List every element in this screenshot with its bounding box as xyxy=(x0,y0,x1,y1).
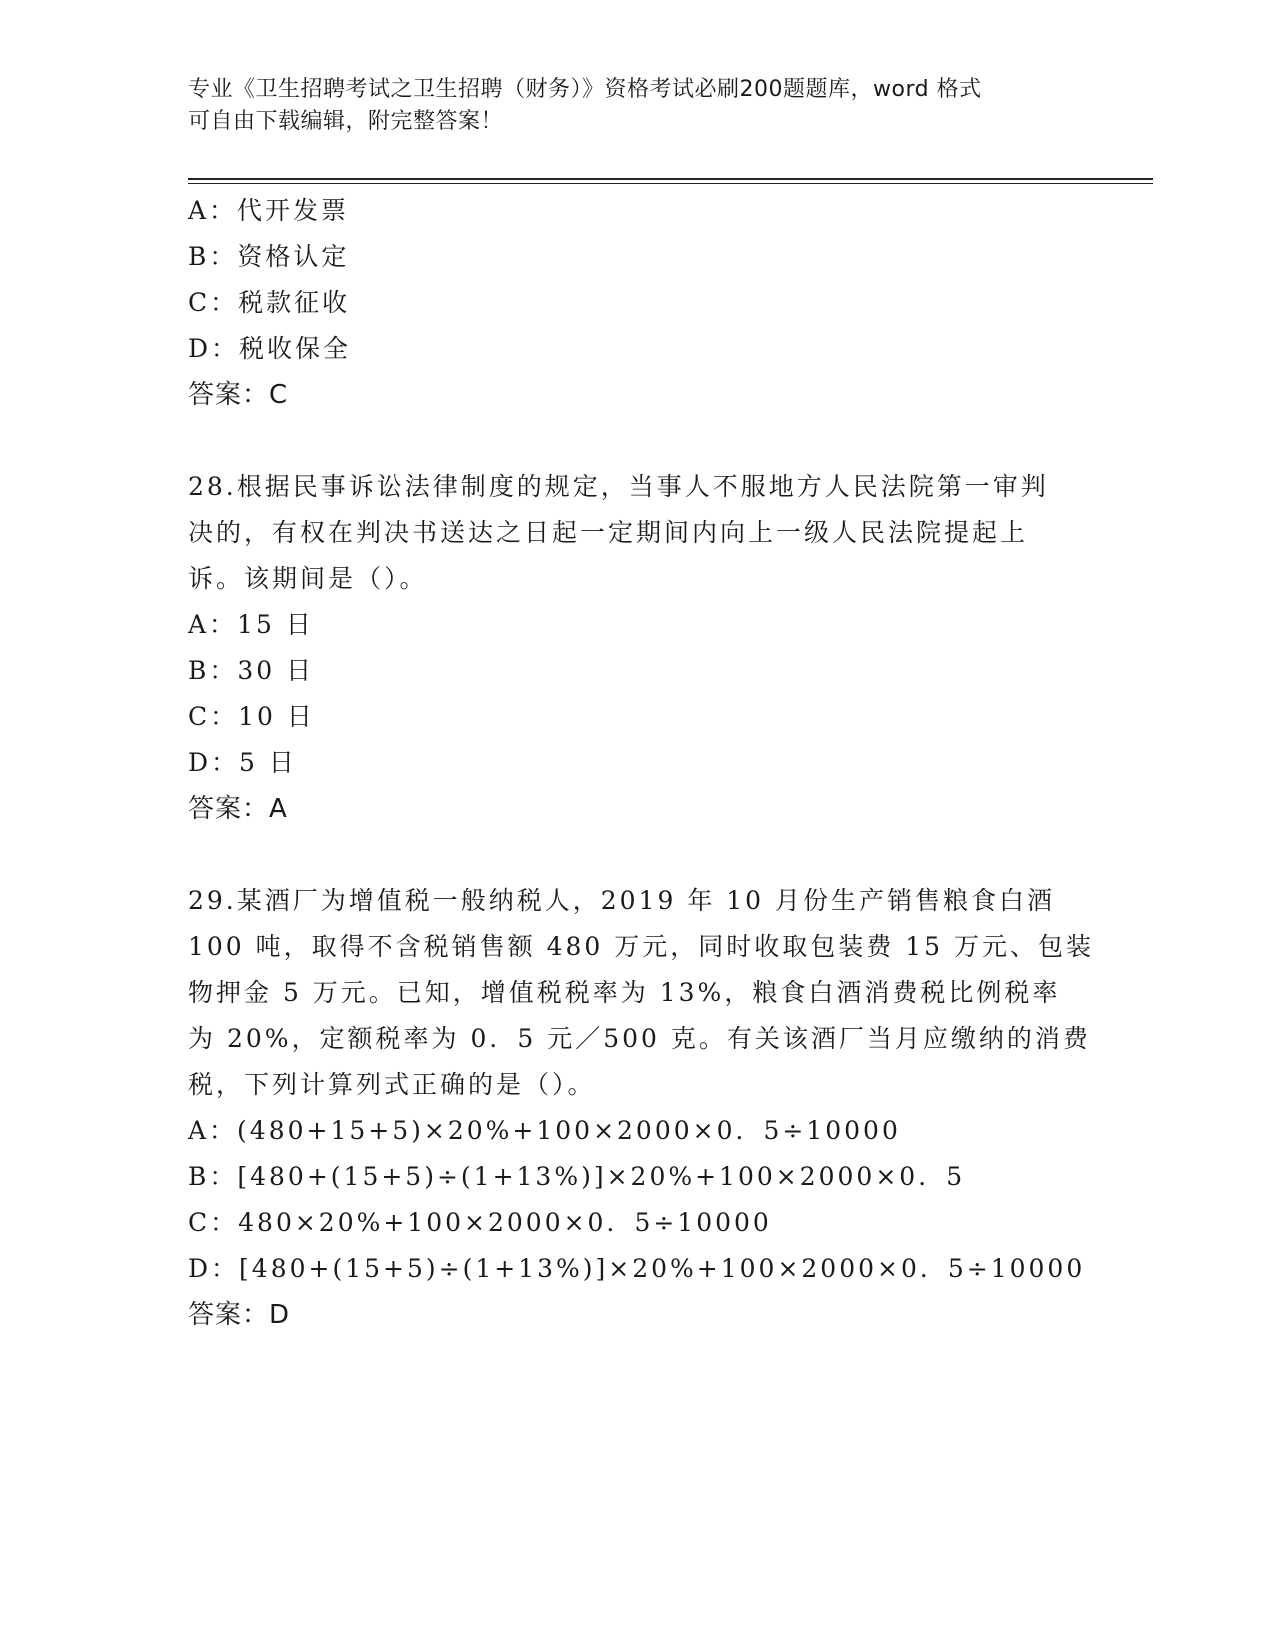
spacer xyxy=(188,832,1088,878)
spacer xyxy=(188,418,1088,464)
question-stem-line: 税，下列计算列式正确的是（）。 xyxy=(188,1070,596,1099)
header-line-2: 可自由下载编辑，附完整答案！ xyxy=(188,109,504,134)
option-a: A：(480+15+5)×20%+100×2000×0．5÷10000 xyxy=(188,1116,901,1145)
option-a: A：代开发票 xyxy=(188,196,350,225)
answer: 答案：A xyxy=(188,794,288,824)
option-d: D：5 日 xyxy=(188,748,297,777)
question-28 xyxy=(188,464,1088,832)
answer: 答案：C xyxy=(188,380,289,410)
question-stem-line: 物押金 5 万元。已知，增值税税率为 13%，粮食白酒消费税比例税率 xyxy=(188,978,1061,1007)
question-list xyxy=(188,188,1094,1338)
question-stem-line: 诉。该期间是（）。 xyxy=(188,564,428,593)
question-stem-line: 29.某酒厂为增值税一般纳税人，2019 年 10 月份生产销售粮食白酒 xyxy=(188,886,1056,915)
question-29 xyxy=(188,878,1094,1338)
option-c: C：480×20%+100×2000×0．5÷10000 xyxy=(188,1208,772,1237)
header-divider-thin xyxy=(188,183,1153,184)
option-b: B：[480+(15+5)÷(1+13%)]×20%+100×2000×0．5 xyxy=(188,1162,966,1191)
document-header xyxy=(188,74,1068,138)
answer: 答案：D xyxy=(188,1300,291,1330)
option-b: B：资格认定 xyxy=(188,242,350,271)
option-c: C：税款征收 xyxy=(188,288,351,317)
option-b: B：30 日 xyxy=(188,656,315,685)
option-a: A：15 日 xyxy=(188,610,314,639)
header-line-1: 专业《卫生招聘考试之卫生招聘（财务）》资格考试必刷200题题库，word 格式 xyxy=(188,77,982,102)
question-stem-line: 100 吨，取得不含税销售额 480 万元，同时收取包装费 15 万元、包装 xyxy=(188,932,1094,961)
question-27 xyxy=(188,188,1088,418)
question-stem-line: 为 20%，定额税率为 0．5 元／500 克。有关该酒厂当月应缴纳的消费 xyxy=(188,1024,1091,1053)
header-divider-thick xyxy=(188,178,1153,180)
question-stem-line: 决的，有权在判决书送达之日起一定期间内向上一级人民法院提起上 xyxy=(188,518,1029,547)
option-d: D：[480+(15+5)÷(1+13%)]×20%+100×2000×0．5÷10000 xyxy=(188,1254,1086,1283)
option-c: C：10 日 xyxy=(188,702,315,731)
question-stem-line: 28.根据民事诉讼法律制度的规定，当事人不服地方人民法院第一审判 xyxy=(188,472,1049,501)
option-d: D：税收保全 xyxy=(188,334,352,363)
